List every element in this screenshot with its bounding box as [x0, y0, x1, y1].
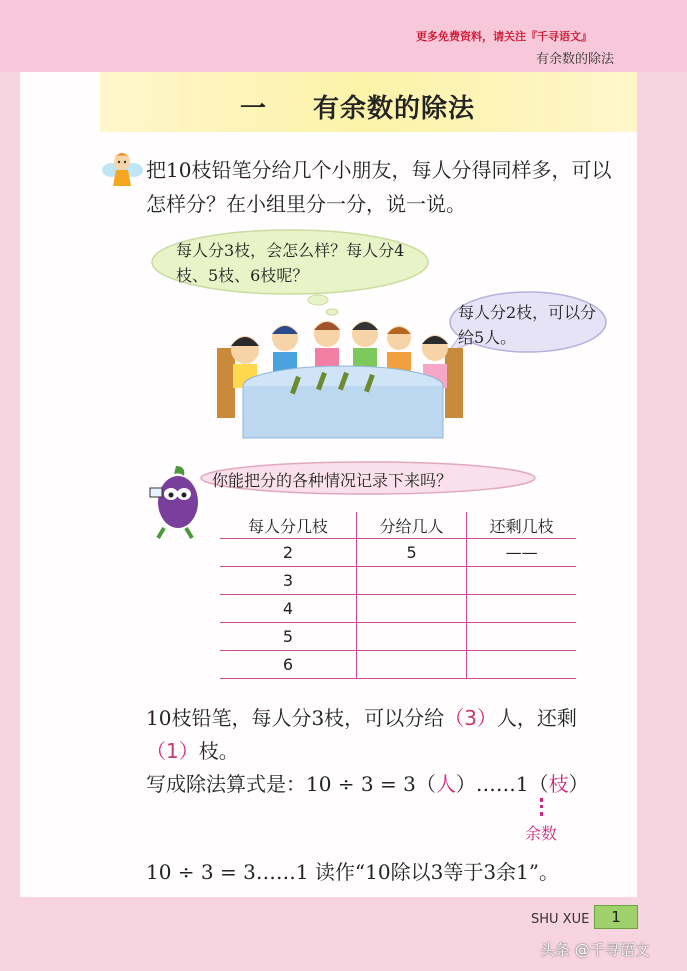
question-bubble-text: 你能把分的各种情况记录下来吗？ — [212, 471, 453, 490]
thought-bubble-left-text: 每人分3枝，会怎么样？每人分4枝、5枝、6枝呢？ — [176, 241, 405, 285]
table-cell — [356, 567, 466, 595]
promo-text: 更多免费资料，请关注『千寻语文』 — [416, 30, 592, 43]
table-cell: 3 — [220, 567, 356, 595]
record-table — [220, 512, 576, 679]
page-number: 1 — [594, 905, 638, 929]
blank-remaining: （1） — [146, 739, 199, 763]
table-cell — [356, 595, 466, 623]
table-cell: —— — [467, 539, 576, 567]
table-row — [220, 623, 576, 651]
table-row — [220, 567, 576, 595]
table-header-row — [220, 512, 576, 539]
table-cell — [467, 651, 576, 679]
equation-line: 写成除法算式是：10 ÷ 3 = 3（人）……1（枝） — [146, 772, 589, 796]
division-sentence-part-b: 人，还剩 — [496, 706, 577, 730]
division-sentence-part-c: 枝。 — [198, 739, 239, 763]
header-remaining: 还剩几枝 — [467, 512, 576, 539]
intro-paragraph: 把10枝铅笔分给几个小朋友，每人分得同样多，可以怎样分？在小组里分一分，说一说。 — [146, 158, 612, 216]
table-row — [220, 651, 576, 679]
division-sentence — [146, 702, 626, 768]
equation-remainder: ……1 — [475, 772, 529, 796]
section-title-text: 有余数的除法 — [313, 94, 476, 124]
table-cell: 5 — [356, 539, 466, 567]
blank-remaining-value: 1 — [166, 739, 179, 763]
remainder-pointer — [540, 798, 547, 816]
watermark: 头条 @千寻语文 — [540, 941, 650, 959]
table-cell — [467, 623, 576, 651]
equation-unit-people: 人 — [435, 772, 456, 796]
reading-sentence: 10 ÷ 3 = 3……1 读作“10除以3等于3余1”。 — [146, 860, 559, 884]
table-cell — [467, 567, 576, 595]
table-cell — [356, 651, 466, 679]
eggplant-mascot-icon — [140, 462, 206, 540]
table-cell — [467, 595, 576, 623]
division-sentence-part-a: 10枝铅笔，每人分3枝，可以分给 — [146, 706, 445, 730]
subject-label: SHU XUE — [531, 912, 590, 927]
equation-text: 写成除法算式是：10 ÷ 3 = 3 — [146, 772, 416, 796]
section-number: 一 — [240, 94, 268, 124]
speech-bubble-right-text: 每人分2枝，可以分给5人。 — [458, 303, 597, 347]
header-people: 分给几人 — [356, 512, 466, 539]
table-cell: 2 — [220, 539, 356, 567]
blank-people: （3） — [444, 706, 497, 730]
table-cell — [356, 623, 466, 651]
fairy-mascot-icon — [100, 148, 144, 194]
remainder-label: 余数 — [525, 824, 558, 843]
children-at-table-illustration — [215, 308, 467, 440]
section-title — [240, 88, 475, 125]
blank-people-value: 3 — [464, 706, 477, 730]
table-row — [220, 595, 576, 623]
table-row — [220, 539, 576, 567]
table-cell: 5 — [220, 623, 356, 651]
table-cell: 4 — [220, 595, 356, 623]
header-per-person: 每人分几枝 — [220, 512, 356, 539]
table-cell: 6 — [220, 651, 356, 679]
equation-unit-pencil: 枝 — [548, 772, 569, 796]
running-header: 有余数的除法 — [536, 52, 615, 67]
